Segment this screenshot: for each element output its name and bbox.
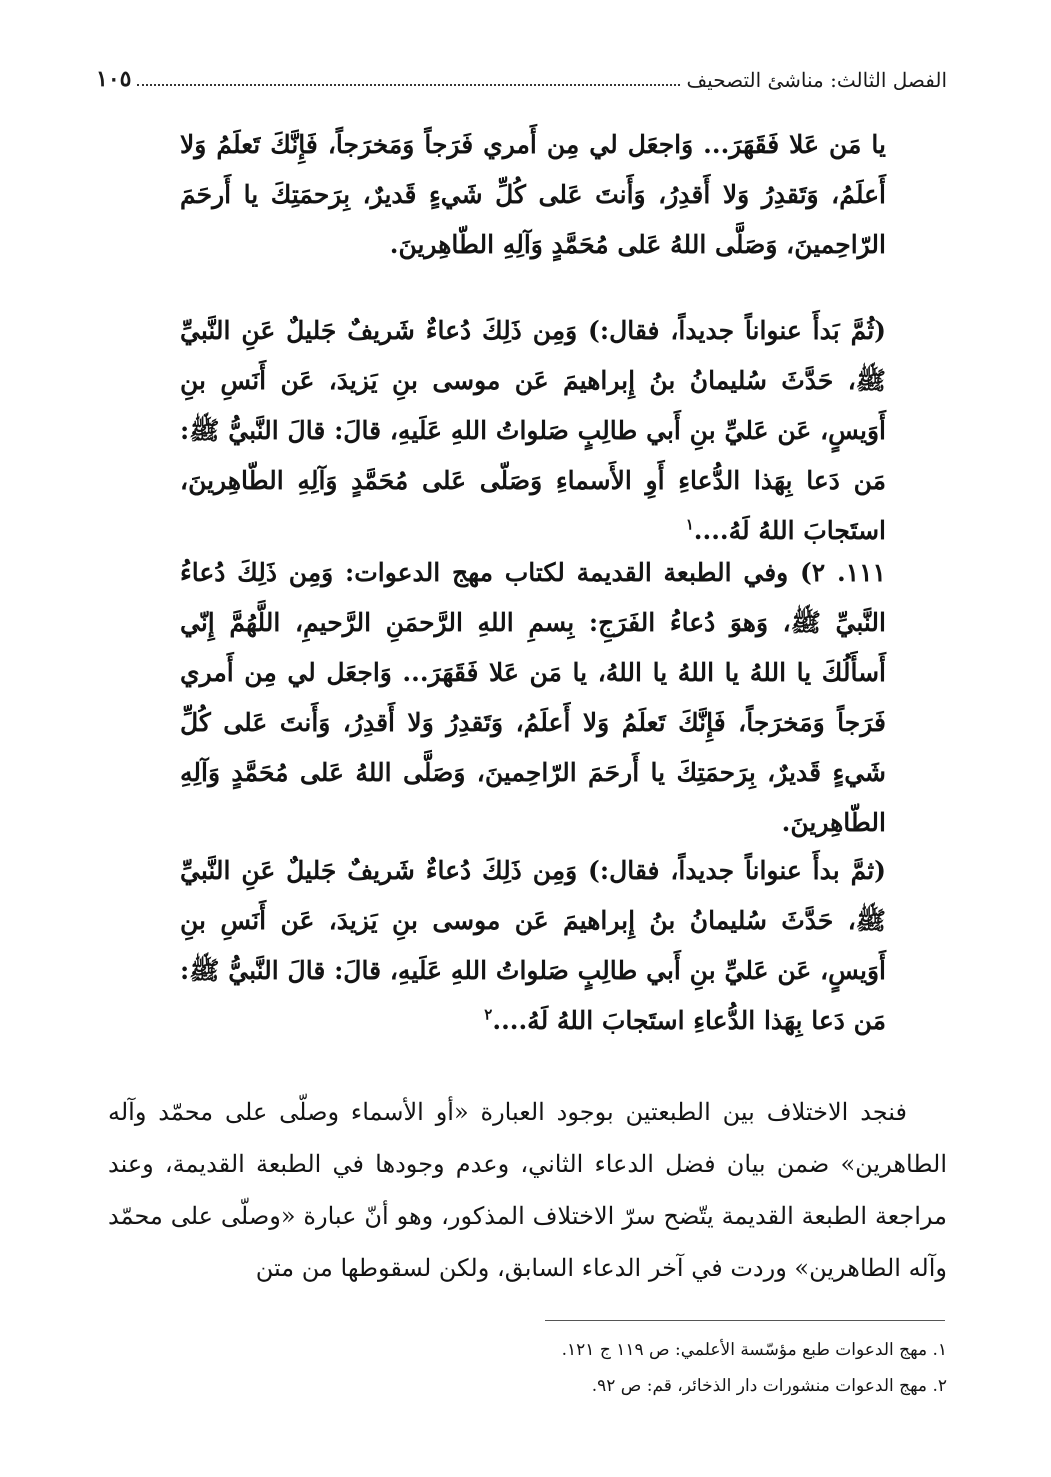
quote-text: (ثُمَّ بَدأَ عنواناً جديداً، فقال:) وَمِن ذَلِكَ دُعاءٌ شَريفٌ جَليلٌ عَنِ النَّبيِّ ﷺ، حَدَّثَ سُليمانُ بنُ إِبراهيمَ عَن موسى بنِ يَزيدَ، عَن أَنَسِ بنِ أَوَيسٍ، عَن عَليِّ بنِ أَبي طالِبٍ صَلواتُ اللهِ عَلَيهِ، قالَ: قالَ النَّبيُّ ﷺ: — [180, 316, 886, 445]
page-number: ١٠٥ — [96, 66, 132, 92]
quote-text: ١١١. ٢) وفي الطبعة القديمة لكتاب مهج الدعوات: وَمِن ذَلِكَ دُعاءُ النَّبيِّ ﷺ، وَهوَ دُعاءُ الفَرَجِ: بِسمِ اللهِ الرَّحمَنِ الرَّحيمِ، اللَّهُمَّ إِنّي أَسأَلُكَ يا اللهُ يا اللهُ يا اللهُ، يا مَن عَلا فَقَهَرَ... وَاجعَل لي مِن أَمري فَرَجاً وَمَخرَجاً، فَإِنَّكَ تَعلَمُ وَلا أَعلَمُ، وَتَقدِرُ وَلا أَقدِرُ، وَأَنتَ عَلى كُلِّ شَيءٍ قَديرٌ، بِرَحمَتِكَ يا أَرحَمَ الرّاحِمينَ، وَصَلَّى اللهُ عَلى مُحَمَّدٍ وَآلِهِ الطّاهِرينَ. — [180, 558, 886, 837]
quote-block — [180, 120, 886, 270]
footnote-ref[interactable]: ٢ — [484, 1005, 493, 1024]
quote-text: يا مَن عَلا فَقَهَرَ... وَاجعَل لي مِن أَمري فَرَجاً وَمَخرَجاً، فَإِنَّكَ تَعلَمُ وَلا أَعلَمُ، وَتَقدِرُ وَلا أَقدِرُ، وَأَنتَ عَلى كُلِّ شَيءٍ قَديرٌ، بِرَحمَتِكَ يا أَرحَمَ الرّاحِمينَ، وَصَلَّى اللهُ عَلى مُحَمَّدٍ وَآلِهِ الطّاهِرينَ. — [180, 130, 886, 259]
quote-block — [180, 846, 886, 1046]
footnote: ١. مهج الدعوات طبع مؤسّسة الأعلمي: ص ١١٩ ج ١٢١. — [561, 1340, 947, 1360]
footnote-ref[interactable]: ١ — [685, 515, 694, 534]
quote-text: (ثمَّ بدأَ عنواناً جديداً، فقال:) وَمِن ذَلِكَ دُعاءٌ شَريفٌ جَليلٌ عَنِ النَّبيِّ ﷺ، حَدَّثَ سُليمانُ بنُ إِبراهيمَ عَن موسى بنِ يَزيدَ، عَن أَنَسِ بنِ أَوَيسٍ، عَن عَليِّ بنِ أَبي طالِبٍ صَلواتُ اللهِ عَلَيهِ، قالَ: قالَ النَّبيُّ ﷺ: — [180, 856, 886, 985]
chapter-title: الفصل الثالث: مناشئ التصحيف — [686, 68, 947, 92]
quote-block — [180, 306, 886, 556]
dotted-leader — [137, 83, 680, 86]
body-paragraph: فنجد الاختلاف بين الطبعتين بوجود العبارة «أو الأسماء وصلّى على محمّد وآله الطاهرين» ضمن بيان فضل الدعاء الثاني، وعدم وجودها في الطبعة القديمة، وعند مراجعة الطبعة القديمة يتّضح سرّ الاختلاف المذكور، وهو أنّ عبارة «وصلّى على محمّد وآله الطاهرين» وردت في آخر الدعاء السابق، ولكن لسقوطها من متن — [108, 1098, 947, 1282]
footnote-divider — [545, 1320, 945, 1321]
footnotes — [347, 1332, 947, 1404]
quote-block — [180, 548, 886, 848]
quote-bold-text: مَن دَعا بِهَذا الدُّعاءِ استَجابَ اللهُ لَهُ.... — [492, 1006, 886, 1035]
running-header — [96, 58, 947, 92]
quote-bold-text: مَن دَعا بِهَذا الدُّعاءِ أَوِ الأَسماءِ وَصَلّى عَلى مُحَمَّدٍ وَآلِهِ الطّاهِرينَ، استَجابَ اللهُ لَهُ.... — [180, 466, 886, 545]
footnote: ٢. مهج الدعوات منشورات دار الذخائر، قم: ص ٩٢. — [591, 1376, 947, 1396]
